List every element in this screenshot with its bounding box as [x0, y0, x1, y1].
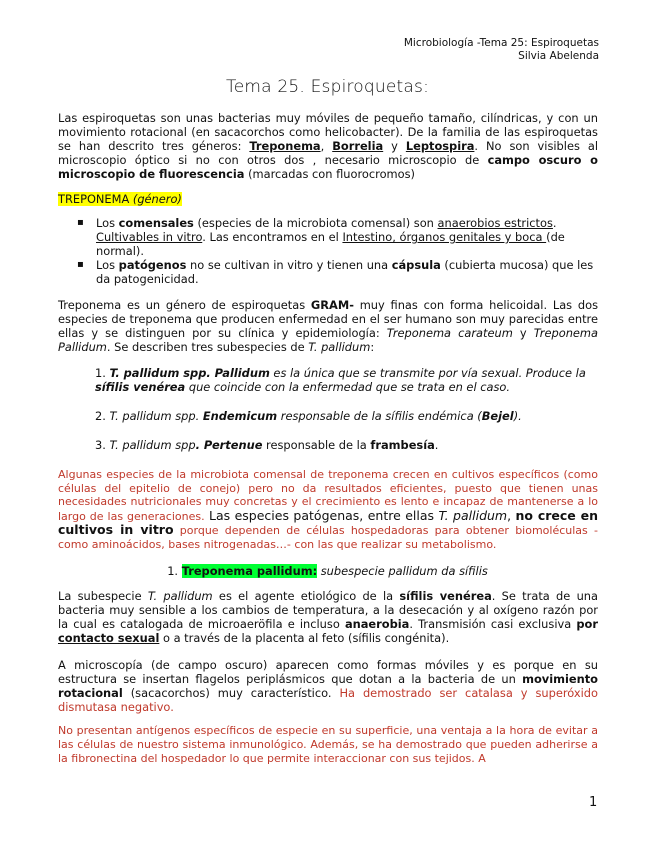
header-course: Microbiología -Tema 25: Espiroquetas	[403, 37, 599, 49]
intro-paragraph: Las espiroquetas son unas bacterias muy móviles de pequeño tamaño, cilíndricas, y con un movimiento rotacional (en sacacorchos como helicobacter). De la familia de las espiroquetas se han descrito tres géneros: Treponema, Borrelia y Leptospira. No son visibles al microscopio óptico si no con otros dos , necesario microscopio de campo oscuro o microscopio de fluorescencia (marcadas con fluorocromos)	[58, 111, 599, 181]
genus-treponema: Treponema	[249, 139, 321, 153]
genus-borrelia: Borrelia	[332, 139, 384, 153]
treponema-bullet-list	[58, 216, 598, 286]
bullet-patogenos: ▪ Los patógenos no se cultivan in vitro y tienen una cápsula (cubierta mucosa) que les da patogenicidad.	[77, 258, 594, 286]
bullet-icon: ▪	[77, 217, 84, 228]
section-treponema-pallidum: 1. Treponema pallidum: subespecie pallidum da sífilis	[167, 564, 488, 578]
culture-paragraph: Algunas especies de la microbiota comensal de treponema crecen en cultivos específicos (como células del epitelio de conejo) pero no da resultados eficientes, puesto que tienen unas necesidades nutricionales muy concretas y el crecimiento es lento e incapaz de mantenerse a lo largo de las generaciones. Las especies patógenas, entre ellas T. pallidum, no crece en cultivos in vitro porque dependen de células hospedadoras para obtener biomoléculas -como aminoácidos, bases nitrogenadas…- con las que realizar su metabolismo.	[58, 468, 598, 551]
pallidum-paragraph: La subespecie T. pallidum es el agente etiológico de la sífilis venérea. Se trata de una bacteria muy sensible a los cambios de temperatura, a la desecación y al oxígeno razón por la cual es catalogada de microaeröfila e incluso anaerobia. Transmisión casi exclusiva por contacto sexual o a través de la placenta al feto (sífilis congénita).	[58, 589, 598, 645]
bullet-icon: ▪	[77, 259, 84, 270]
subspecies-2: 2. T. pallidum spp. Endemicum responsable de la sífilis endémica (Bejel).	[95, 409, 522, 423]
genus-leptospira: Leptospira	[405, 139, 475, 153]
page-title: Tema 25. Espiroquetas:	[226, 77, 429, 97]
running-header	[404, 37, 599, 63]
page-number: 1	[589, 795, 598, 810]
microscopy-paragraph: A microscopía (de campo oscuro) aparecen como formas móviles y es porque en su estructura se insertan flagelos periplásmicos que dotan a la bacteria de un movimiento rotacional (sacacorchos) muy característico. Ha demostrado ser catalasa y superóxido dismutasa negativo.	[58, 658, 598, 714]
subspecies-3: 3. T. pallidum spp. Pertenue responsable de la frambesía.	[95, 438, 439, 452]
treponema-description: Treponema es un género de espiroquetas GRAM- muy finas con forma helicoidal. Las dos especies de treponema que producen enfermedad en el ser humano son muy parecidas entre ellas y se distinguen por su clínica y epidemiología: Treponema carateum y Treponema Pallidum. Se describen tres subespecies de T. pallidum:	[58, 298, 599, 354]
subspecies-1: 1. T. pallidum spp. Pallidum es la única que se transmite por vía sexual. Produce la sífilis venérea que coincide con la enfermedad que se trata en el caso.	[95, 366, 586, 394]
bullet-comensales: ▪ Los comensales (especies de la microbiota comensal) son anaerobios estrictos. Cultivables in vitro. Las encontramos en el Intestino, órganos genitales y boca (de normal).	[77, 216, 565, 258]
antigen-paragraph: No presentan antígenos específicos de especie en su superficie, una ventaja a la hora de evitar a las células de nuestro sistema inmunológico. Además, se ha demostrado que pueden adherirse a la fibronectina del hospedador lo que permite interaccionar con sus tejidos. A	[58, 724, 598, 765]
header-author: Silvia Abelenda	[518, 50, 599, 62]
treponema-heading: TREPONEMA (género)	[58, 192, 182, 206]
